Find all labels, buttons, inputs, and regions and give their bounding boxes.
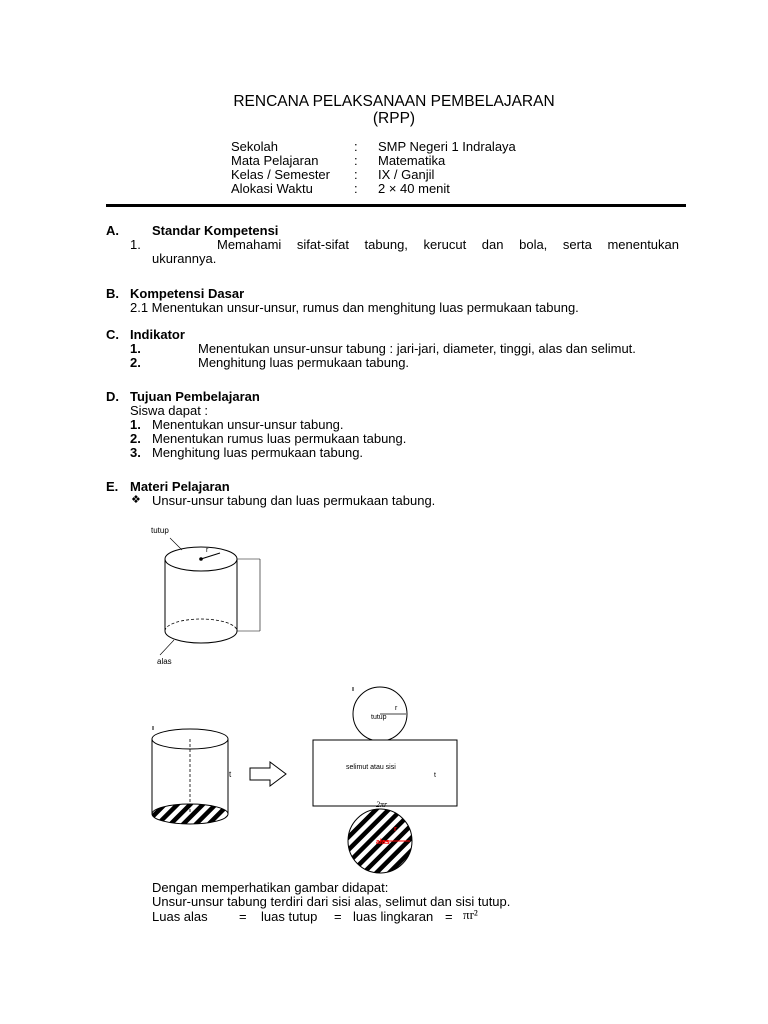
figure2-label-selimut: selimut atau sisi (346, 764, 396, 771)
info-key: Alokasi Waktu (231, 181, 313, 196)
figure2-label-circumference: 2πr (376, 800, 388, 809)
objective-number: 3. (130, 445, 141, 460)
section-title-c: Indikator (130, 327, 185, 342)
info-value: SMP Negeri 1 Indralaya (378, 139, 516, 154)
section-title-b: Kompetensi Dasar (130, 286, 245, 301)
indicator-text: Menentukan unsur-unsur tabung : jari-jari, diameter, tinggi, alas dan selimut. (198, 341, 636, 356)
info-key: Mata Pelajaran (231, 153, 319, 168)
info-colon: : (354, 181, 358, 196)
info-key: Sekolah (231, 139, 278, 154)
objective-text: Menghitung luas permukaan tabung. (152, 445, 364, 460)
formula-equals: = (334, 909, 342, 924)
figure2-label-r: r (395, 705, 398, 712)
formula-luas-alas: Luas alas (152, 909, 208, 924)
figure1-label-tutup: tutup (151, 526, 169, 535)
info-colon: : (354, 139, 358, 154)
cylinder-net-figure (140, 686, 470, 882)
section-a-item-line2: ukurannya. (152, 251, 217, 266)
formula-luas-tutup: luas tutup (261, 909, 318, 924)
section-b-text: 2.1 Menentukan unsur-unsur, rumus dan menghitung luas permukaan tabung. (130, 300, 579, 315)
section-letter-a: A. (106, 223, 119, 238)
formula-equals: = (445, 909, 453, 924)
indicator-number: 2. (130, 355, 141, 370)
cylinder-figure (140, 518, 280, 678)
section-letter-d: D. (106, 389, 119, 404)
formula-luas-lingkaran: luas lingkaran (353, 909, 434, 924)
section-e-bullet-text: Unsur-unsur tabung dan luas permukaan tabung. (152, 493, 436, 508)
figure2-label-t-right: t (434, 772, 436, 779)
info-value: IX / Ganjil (378, 167, 435, 182)
figure2-label-t-left: t (229, 770, 232, 779)
section-title-e: Materi Pelajaran (130, 479, 230, 494)
info-key: Kelas / Semester (231, 167, 330, 182)
info-colon: : (354, 167, 358, 182)
indicator-number: 1. (130, 341, 141, 356)
closing-line1: Dengan memperhatikan gambar didapat: (152, 880, 389, 895)
section-title-d: Tujuan Pembelajaran (130, 389, 260, 404)
figure1-label-r: r (206, 547, 209, 554)
section-a-item-number: 1. (130, 237, 141, 252)
section-d-intro: Siswa dapat : (130, 403, 209, 418)
indicator-text: Menghitung luas permukaan tabung. (198, 355, 410, 370)
objective-text: Menentukan unsur-unsur tabung. (152, 417, 344, 432)
objective-text: Menentukan rumus luas permukaan tabung. (152, 431, 407, 446)
info-value: Matematika (378, 153, 446, 168)
info-value: 2 × 40 menit (378, 181, 450, 196)
section-title-a: Standar Kompetensi (152, 223, 279, 238)
figure1-label-alas: alas (157, 657, 172, 666)
header-divider (106, 204, 686, 207)
formula-result: πr² (463, 907, 478, 922)
info-colon: : (354, 153, 358, 168)
figure2-label-tutup: tutup (371, 714, 387, 721)
objective-number: 2. (130, 431, 141, 446)
formula-equals: = (239, 909, 247, 924)
section-letter-e: E. (106, 479, 119, 494)
figure2-label-alas: alas (376, 839, 390, 846)
section-letter-b: B. (106, 286, 119, 301)
section-letter-c: C. (106, 327, 119, 342)
bullet-diamond-icon: ❖ (131, 493, 141, 506)
closing-line2: Unsur-unsur tabung terdiri dari sisi alas, selimut dan sisi tutup. (152, 894, 511, 909)
document-title: RENCANA PELAKSANAAN PEMBELAJARAN (233, 93, 555, 110)
objective-number: 1. (130, 417, 141, 432)
document-subtitle: (RPP) (372, 110, 416, 127)
section-a-item-line1: Memahami sifat-sifat tabung, kerucut dan bola, serta menentukan (217, 237, 679, 252)
figure2-label-r-alas: r (394, 826, 397, 833)
